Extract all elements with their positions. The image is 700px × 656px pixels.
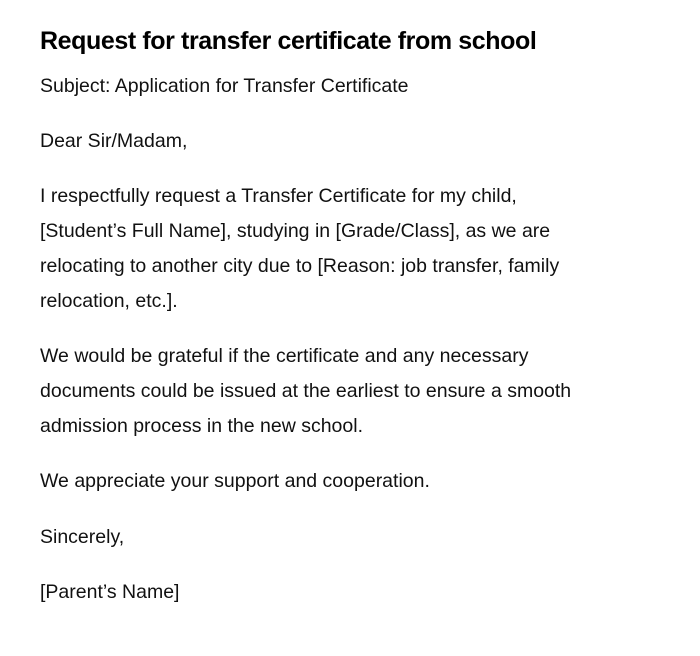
paragraph-line: [Student’s Full Name], studying in [Grade/Class], as we are <box>40 220 551 242</box>
body-paragraph-appreciation <box>40 464 430 499</box>
closing: Sincerely, <box>40 526 125 548</box>
paragraph-line: We would be grateful if the certificate and any necessary <box>40 345 529 367</box>
paragraph-line: documents could be issued at the earliest to ensure a smooth <box>40 380 572 402</box>
document-title: Request for transfer certificate from school <box>40 27 537 55</box>
paragraph-line: admission process in the new school. <box>40 415 363 437</box>
paragraph-line: We appreciate your support and cooperation. <box>40 470 430 492</box>
paragraph-line: I respectfully request a Transfer Certificate for my child, <box>40 185 517 207</box>
body-paragraph-gratitude <box>40 339 571 444</box>
body-paragraph-request <box>40 179 559 319</box>
paragraph-line: relocation, etc.]. <box>40 290 178 312</box>
signature: [Parent’s Name] <box>40 581 180 603</box>
salutation: Dear Sir/Madam, <box>40 130 188 152</box>
paragraph-line: relocating to another city due to [Reason: job transfer, family <box>40 255 560 277</box>
subject-line: Subject: Application for Transfer Certificate <box>40 75 409 97</box>
